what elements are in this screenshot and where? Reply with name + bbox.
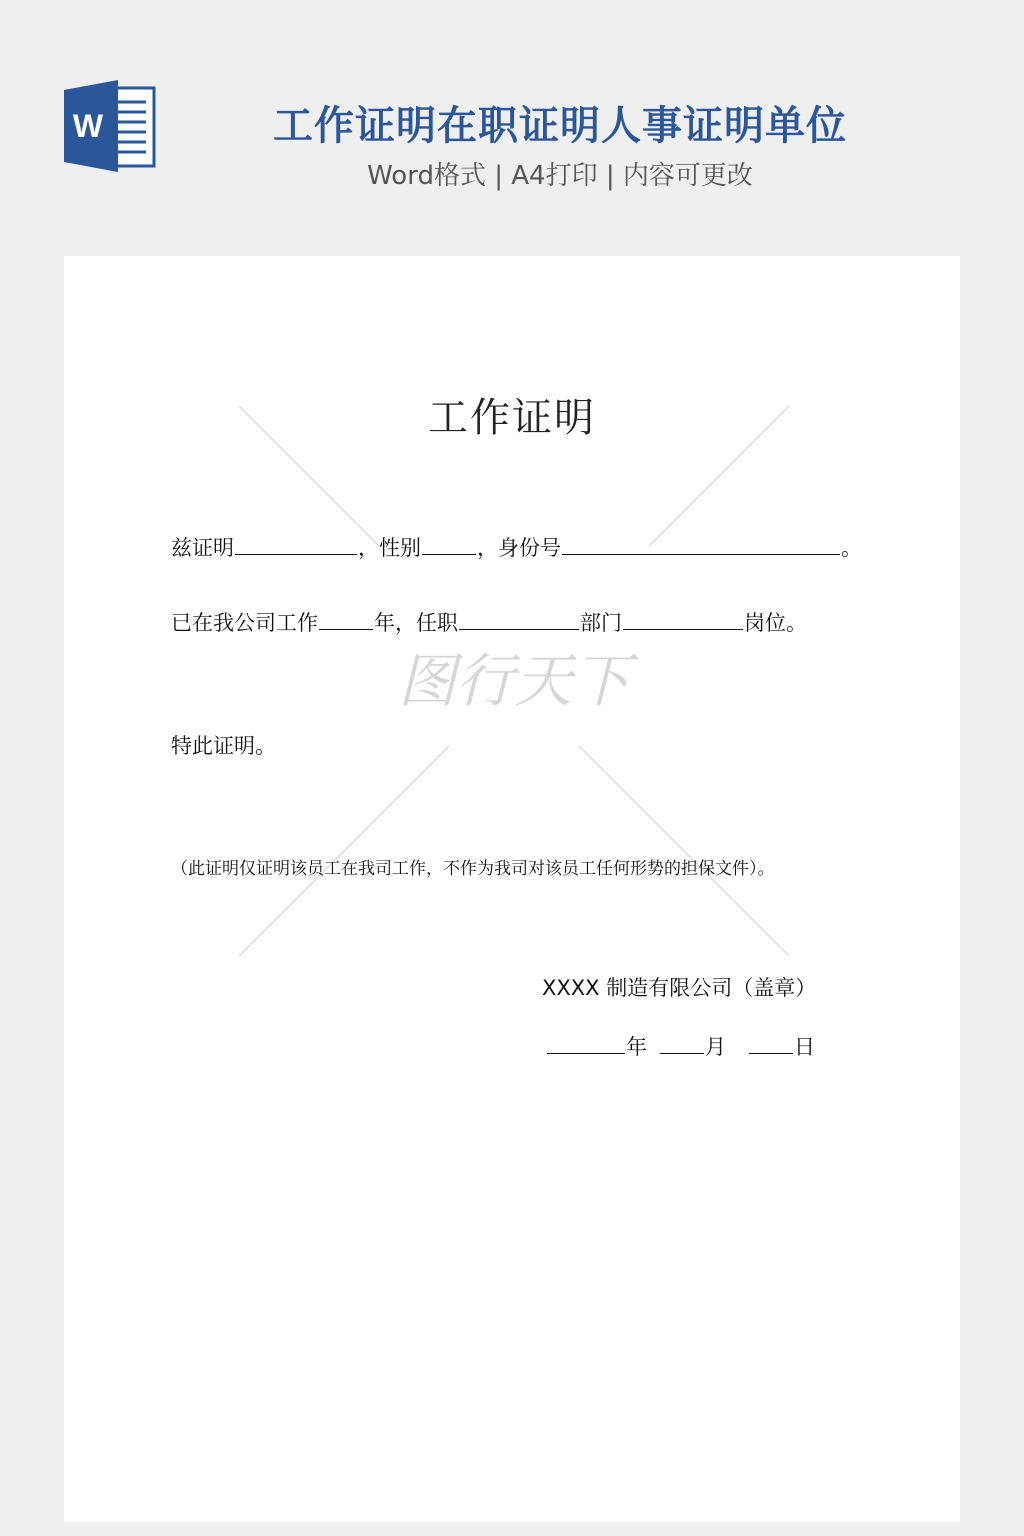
blank-years[interactable] [319, 609, 373, 630]
blank-gender[interactable] [422, 534, 476, 555]
text-employed: 已在我公司工作 [171, 611, 318, 635]
word-icon-letter: W [72, 108, 104, 144]
blank-month[interactable] [660, 1033, 704, 1054]
text-certify: 兹证明 [171, 536, 234, 560]
date-line [546, 1031, 815, 1061]
paragraph-identity [171, 532, 862, 562]
text-years: 年，任职 [374, 611, 458, 635]
page-subtitle: Word格式 | A4打印 | 内容可更改 [367, 161, 753, 191]
text-day: 日 [794, 1035, 815, 1059]
header [0, 0, 1024, 256]
disclaimer-note: （此证明仅证明该员工在我司工作，不作为我司对该员工任何形势的担保文件）。 [171, 859, 775, 879]
text-department: 部门 [580, 611, 622, 635]
text-year: 年 [626, 1035, 647, 1059]
word-doc-icon [64, 80, 158, 172]
text-period: 。 [841, 536, 862, 560]
text-gender: ，性别 [358, 536, 421, 560]
blank-name[interactable] [235, 534, 357, 555]
text-month: 月 [705, 1035, 726, 1059]
blank-id-number[interactable] [562, 534, 840, 555]
document-title: 工作证明 [428, 395, 596, 441]
blank-position[interactable] [623, 609, 743, 630]
closing-text: 特此证明。 [171, 734, 276, 758]
page-title: 工作证明在职证明人事证明单位 [273, 103, 847, 149]
text-position: 岗位。 [744, 611, 807, 635]
document-page [64, 256, 960, 1522]
company-seal-line: XXXX 制造有限公司（盖章） [542, 976, 817, 1000]
blank-year[interactable] [547, 1033, 625, 1054]
blank-day[interactable] [749, 1033, 793, 1054]
blank-department[interactable] [459, 609, 579, 630]
text-id-number: ，身份号 [477, 536, 561, 560]
watermark-text: 图行天下 [397, 647, 631, 715]
paragraph-employment [171, 607, 807, 637]
